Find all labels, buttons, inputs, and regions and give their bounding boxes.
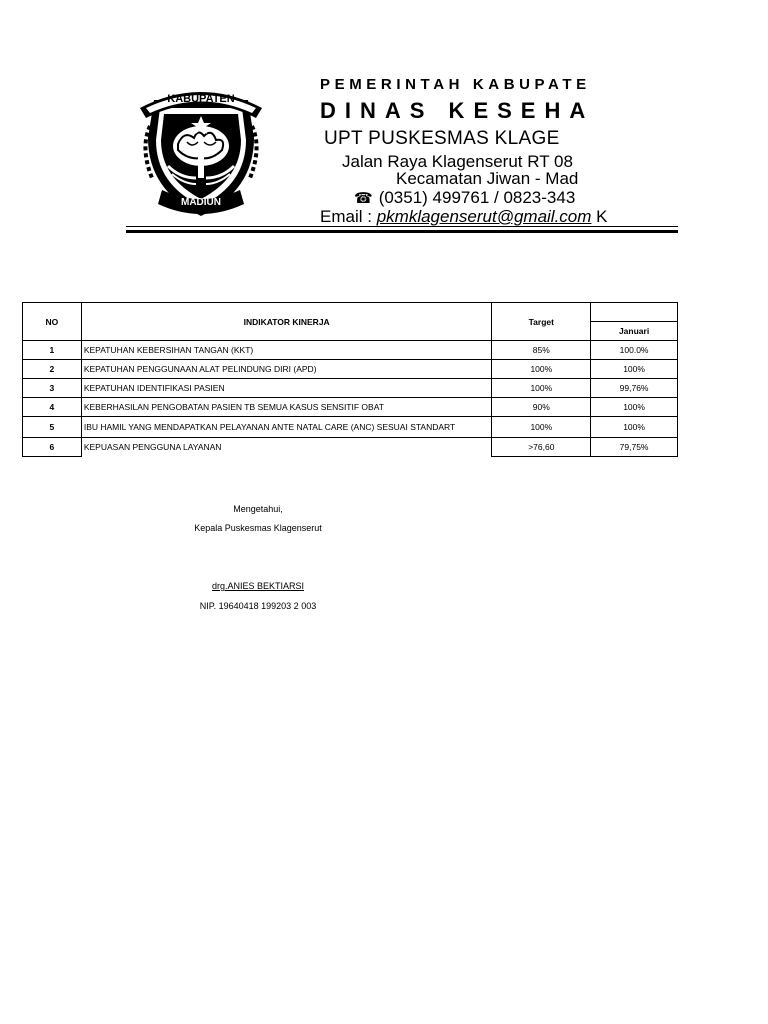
header-no: NO: [23, 303, 82, 341]
row-target: 100%: [492, 417, 591, 438]
letterhead: [122, 70, 678, 240]
row-january: 100%: [591, 398, 678, 417]
signer-name: drg.ANIES BEKTIARSI: [211, 581, 305, 591]
row-january: 100%: [591, 360, 678, 379]
regency-emblem-icon: [132, 78, 270, 220]
row-january: 79,75%: [591, 438, 678, 457]
row-target: 85%: [492, 341, 591, 360]
table-row: [23, 417, 678, 438]
header-target: Target: [492, 303, 591, 341]
row-indicator: KEPATUHAN KEBERSIHAN TANGAN (KKT): [81, 341, 492, 360]
acknowledged-label: Mengetahui,: [233, 504, 283, 514]
phone-line: [354, 188, 575, 208]
row-number: 3: [23, 379, 82, 398]
row-number: 6: [23, 438, 82, 457]
email-address[interactable]: pkmklagenserut@gmail.com: [376, 207, 592, 226]
logo-top-text: KABUPATEN: [167, 93, 235, 105]
row-indicator: IBU HAMIL YANG MENDAPATKAN PELAYANAN ANTE NATAL CARE (ANC) SESUAI STANDART: [81, 417, 492, 438]
table-row: [23, 360, 678, 379]
header-january: Januari: [591, 322, 678, 341]
department-line: DINAS KESEHA: [320, 98, 595, 123]
signer-position: Kepala Puskesmas Klagenserut: [194, 523, 322, 533]
government-line: PEMERINTAH KABUPATE: [320, 76, 591, 93]
letterhead-divider: [126, 230, 678, 233]
signer-nip: NIP. 19640418 199203 2 003: [199, 601, 317, 611]
unit-line: UPT PUSKESMAS KLAGE: [324, 128, 560, 149]
email-line: [320, 207, 608, 227]
row-number: 4: [23, 398, 82, 417]
header-period: [591, 303, 678, 322]
header-indicator: INDIKATOR KINERJA: [81, 303, 492, 341]
row-target: >76,60: [492, 438, 591, 457]
row-number: 5: [23, 417, 82, 438]
row-number: 2: [23, 360, 82, 379]
email-label: Email :: [320, 207, 372, 226]
row-indicator: KEPATUHAN PENGGUNAAN ALAT PELINDUNG DIRI (APD): [81, 360, 492, 379]
phone-number: (0351) 499761 / 0823-343: [378, 188, 576, 207]
row-indicator: KEBERHASILAN PENGOBATAN PASIEN TB SEMUA KASUS SENSITIF OBAT: [81, 398, 492, 417]
address-line-2: Kecamatan Jiwan - Mad: [396, 169, 579, 188]
table-row: [23, 341, 678, 360]
row-target: 100%: [492, 360, 591, 379]
row-target: 100%: [492, 379, 591, 398]
table-row: [23, 438, 678, 457]
logo-bottom-text: MADIUN: [181, 197, 221, 208]
row-january: 100.0%: [591, 341, 678, 360]
row-target: 90%: [492, 398, 591, 417]
performance-indicator-table: [22, 302, 678, 457]
row-indicator: KEPATUHAN IDENTIFIKASI PASIEN: [81, 379, 492, 398]
address-line-1: Jalan Raya Klagenserut RT 08: [342, 152, 573, 171]
phone-icon: ☎: [354, 190, 373, 207]
row-january: 99,76%: [591, 379, 678, 398]
letterhead-divider-thin: [126, 226, 678, 227]
row-number: 1: [23, 341, 82, 360]
row-january: 100%: [591, 417, 678, 438]
table-row: [23, 379, 678, 398]
table-row: [23, 398, 678, 417]
row-indicator: KEPUASAN PENGGUNA LAYANAN: [81, 438, 492, 457]
email-tail: K: [596, 207, 608, 226]
